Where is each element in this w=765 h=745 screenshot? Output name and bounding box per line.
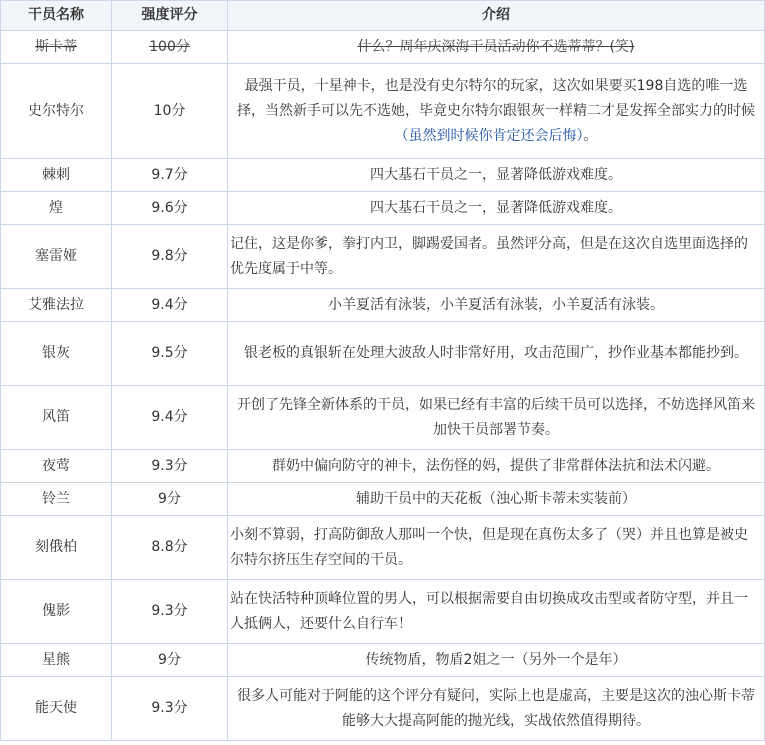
operator-score: 9.3分 bbox=[112, 580, 228, 644]
header-name: 干员名称 bbox=[1, 1, 112, 31]
operator-name: 塞雷娅 bbox=[1, 225, 112, 289]
operator-name: 傀影 bbox=[1, 580, 112, 644]
table-row bbox=[1, 644, 765, 677]
operator-intro: 站在快活特种顶峰位置的男人，可以根据需要自由切换成攻击型或者防守型，并且一人抵俩人，还要什么自行车！ bbox=[228, 580, 765, 644]
operator-name: 史尔特尔 bbox=[1, 64, 112, 159]
operator-name: 风笛 bbox=[1, 386, 112, 450]
table-row bbox=[1, 322, 765, 386]
operator-name: 煌 bbox=[1, 192, 112, 225]
table-row bbox=[1, 580, 765, 644]
table-row bbox=[1, 677, 765, 741]
operator-score: 9.7分 bbox=[112, 159, 228, 192]
operator-score: 9分 bbox=[112, 644, 228, 677]
operator-intro: 银老板的真银斩在处理大波敌人时非常好用，攻击范围广，抄作业基本都能抄到。 bbox=[228, 322, 765, 386]
operator-name: 银灰 bbox=[1, 322, 112, 386]
operator-intro: 小羊夏活有泳装，小羊夏活有泳装，小羊夏活有泳装。 bbox=[228, 289, 765, 322]
operator-intro bbox=[228, 64, 765, 159]
table-row bbox=[1, 159, 765, 192]
operator-intro: 辅助干员中的天花板（浊心斯卡蒂未实装前） bbox=[228, 483, 765, 516]
header-score: 强度评分 bbox=[112, 1, 228, 31]
table-row bbox=[1, 192, 765, 225]
operator-score: 9.8分 bbox=[112, 225, 228, 289]
operator-intro: 四大基石干员之一，显著降低游戏难度。 bbox=[228, 192, 765, 225]
operator-score: 8.8分 bbox=[112, 516, 228, 580]
table-row bbox=[1, 289, 765, 322]
operator-intro-end: 。 bbox=[583, 127, 598, 144]
header-intro: 介绍 bbox=[228, 1, 765, 31]
operator-score: 9.4分 bbox=[112, 386, 228, 450]
table-row bbox=[1, 450, 765, 483]
operator-name: 艾雅法拉 bbox=[1, 289, 112, 322]
operator-name: 斯卡蒂 bbox=[1, 31, 112, 64]
operator-intro: 群奶中偏向防守的神卡，法伤怪的妈，提供了非常群体法抗和法术闪避。 bbox=[228, 450, 765, 483]
operator-score: 9.3分 bbox=[112, 450, 228, 483]
table-row bbox=[1, 225, 765, 289]
operator-name: 刻俄柏 bbox=[1, 516, 112, 580]
operator-name: 夜莺 bbox=[1, 450, 112, 483]
table-row bbox=[1, 516, 765, 580]
table-row bbox=[1, 64, 765, 159]
operator-name: 星熊 bbox=[1, 644, 112, 677]
table-header-row bbox=[1, 1, 765, 31]
operator-score: 9分 bbox=[112, 483, 228, 516]
table-row bbox=[1, 31, 765, 64]
table-row bbox=[1, 386, 765, 450]
operator-intro-note: （虽然到时候你肯定还会后悔） bbox=[394, 127, 584, 144]
operator-intro: 记住，这是你爹，拳打内卫，脚踢爱国者。虽然评分高，但是在这次自选里面选择的优先度属于中等。 bbox=[228, 225, 765, 289]
operator-intro: 很多人可能对于阿能的这个评分有疑问，实际上也是虚高，主要是这次的浊心斯卡蒂能够大大提高阿能的抛光线，实战依然值得期待。 bbox=[228, 677, 765, 741]
operator-name: 棘刺 bbox=[1, 159, 112, 192]
operator-intro: 四大基石干员之一，显著降低游戏难度。 bbox=[228, 159, 765, 192]
operator-score: 9.4分 bbox=[112, 289, 228, 322]
operator-intro: 传统物盾，物盾2姐之一（另外一个是年） bbox=[228, 644, 765, 677]
operator-score: 10分 bbox=[112, 64, 228, 159]
operator-score: 9.5分 bbox=[112, 322, 228, 386]
operator-score: 100分 bbox=[112, 31, 228, 64]
table-row bbox=[1, 483, 765, 516]
operator-score: 9.3分 bbox=[112, 677, 228, 741]
operator-intro-text: 最强干员，十星神卡，也是没有史尔特尔的玩家，这次如果要买198自选的唯一选择，当然新手可以先不选她，毕竟史尔特尔跟银灰一样精二才是发挥全部实力的时候 bbox=[237, 77, 755, 119]
operator-intro: 开创了先锋全新体系的干员，如果已经有丰富的后续干员可以选择，不妨选择风笛来加快干员部署节奏。 bbox=[228, 386, 765, 450]
operator-score: 9.6分 bbox=[112, 192, 228, 225]
operator-name: 铃兰 bbox=[1, 483, 112, 516]
operator-name: 能天使 bbox=[1, 677, 112, 741]
operator-intro: 什么？周年庆深海干员活动你不选蒂蒂？(笑) bbox=[228, 31, 765, 64]
operator-intro: 小刻不算弱，打高防御敌人那叫一个快，但是现在真伤太多了（哭）并且也算是被史尔特尔挤压生存空间的干员。 bbox=[228, 516, 765, 580]
